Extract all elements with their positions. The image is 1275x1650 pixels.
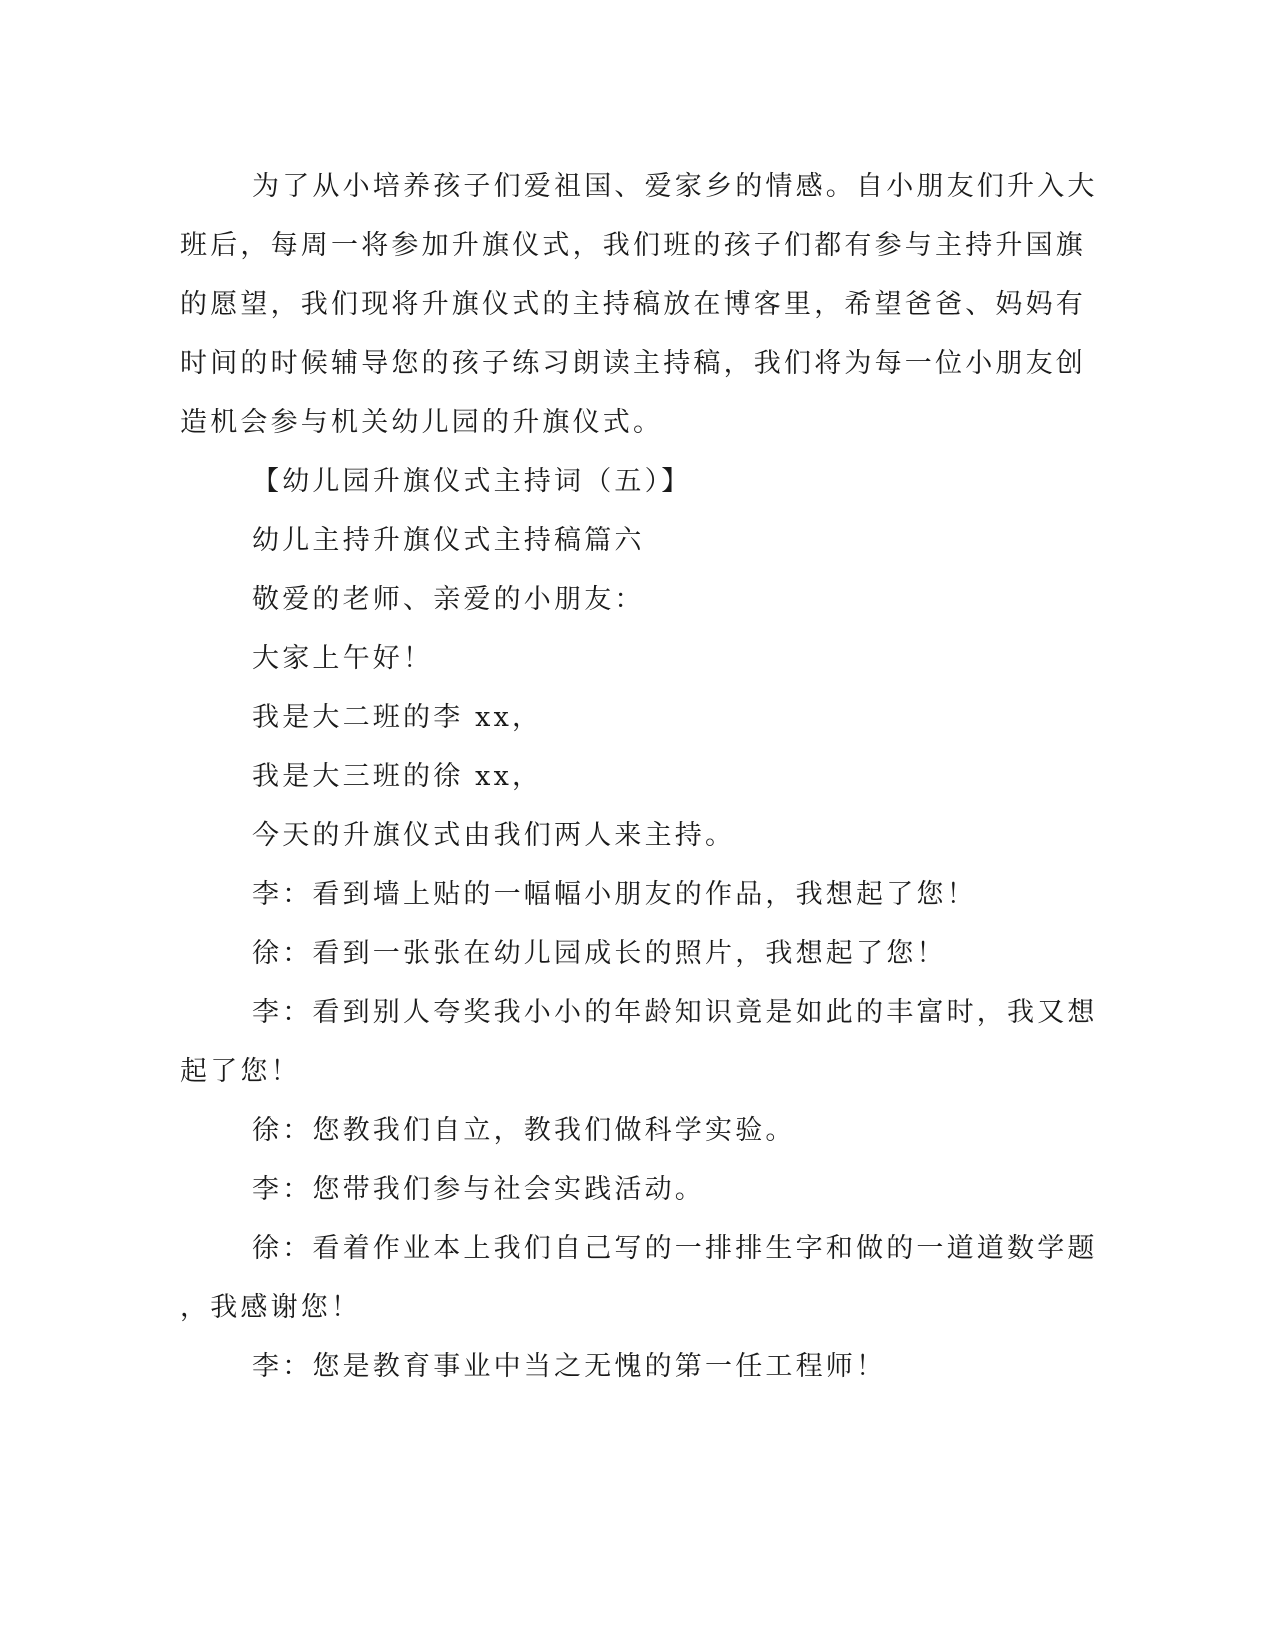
dialogue-line: 徐：看着作业本上我们自己写的一排排生字和做的一道道数学题 <box>252 1233 1098 1264</box>
section-heading: 【幼儿园升旗仪式主持词（五）】 <box>252 466 692 497</box>
intro-line-5: 造机会参与机关幼儿园的升旗仪式。 <box>180 407 664 438</box>
salutation: 敬爱的老师、亲爱的小朋友： <box>252 584 645 615</box>
intro-line-2: 班后，每周一将参加升旗仪式，我们班的孩子们都有参与主持升国旗 <box>180 230 1086 261</box>
opening-statement: 今天的升旗仪式由我们两人来主持。 <box>252 820 736 851</box>
dialogue-line: 李：看到墙上贴的一幅幅小朋友的作品，我想起了您！ <box>252 879 977 910</box>
host-intro-li: 我是大二班的李 xx， <box>252 702 543 733</box>
dialogue-line: 徐：看到一张张在幼儿园成长的照片，我想起了您！ <box>252 938 947 969</box>
dialogue-line-continuation: 起了您！ <box>180 1056 301 1087</box>
intro-line-3: 的愿望，我们现将升旗仪式的主持稿放在博客里，希望爸爸、妈妈有 <box>180 289 1086 320</box>
document-body <box>180 157 1098 1396</box>
dialogue-line: 李：您是教育事业中当之无愧的第一任工程师！ <box>252 1351 887 1382</box>
greeting: 大家上午好！ <box>252 643 434 674</box>
dialogue-line-continuation: ，我感谢您！ <box>180 1292 362 1323</box>
dialogue-line: 李：看到别人夸奖我小小的年龄知识竟是如此的丰富时，我又想 <box>252 997 1098 1028</box>
intro-line-4: 时间的时候辅导您的孩子练习朗读主持稿，我们将为每一位小朋友创 <box>180 348 1086 379</box>
article-title: 幼儿主持升旗仪式主持稿篇六 <box>252 525 645 556</box>
intro-line-1: 为了从小培养孩子们爱祖国、爱家乡的情感。自小朋友们升入大 <box>252 171 1098 202</box>
host-intro-xu: 我是大三班的徐 xx， <box>252 761 543 792</box>
dialogue-line: 李：您带我们参与社会实践活动。 <box>252 1174 705 1205</box>
dialogue-line: 徐：您教我们自立，教我们做科学实验。 <box>252 1115 796 1146</box>
